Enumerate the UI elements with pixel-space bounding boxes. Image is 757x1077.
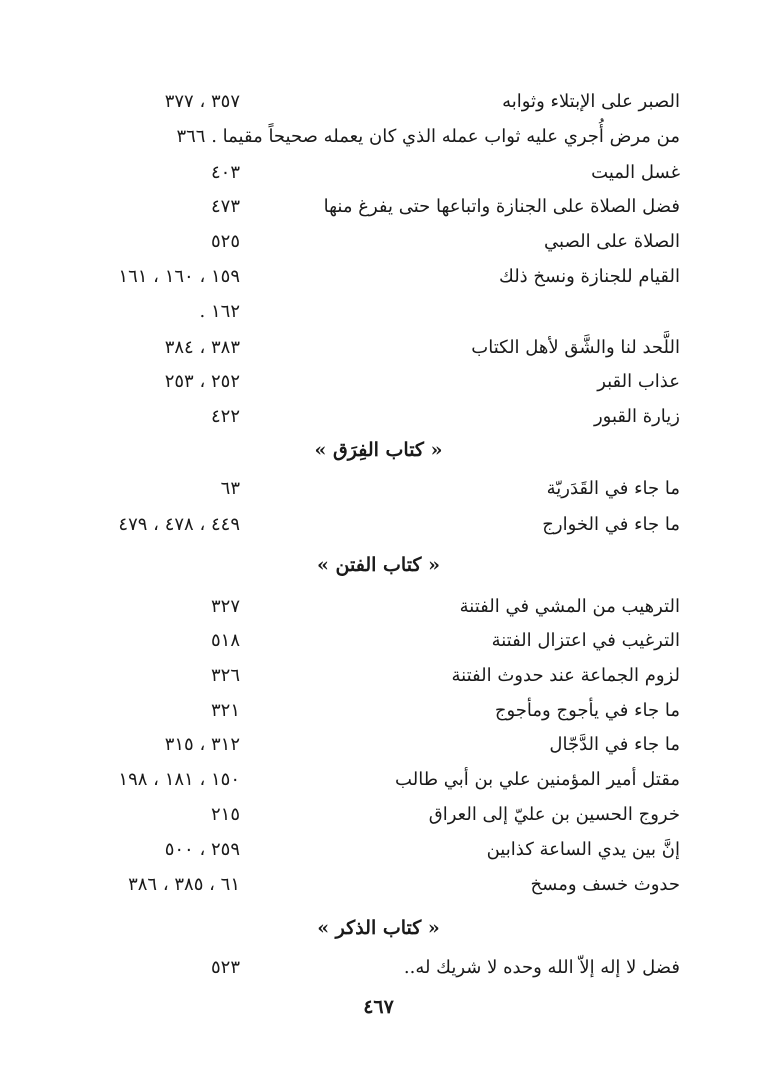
entry-pages: ١٥٠ ، ١٨١ ، ١٩٨ bbox=[118, 769, 240, 790]
entry-pages: ٣٨٣ ، ٣٨٤ bbox=[164, 337, 240, 358]
entry-topic: فضل لا إله إلاّ الله وحده لا شريك له.. bbox=[403, 957, 680, 978]
entry-topic: الصبر على الإبتلاء وثوابه bbox=[502, 91, 680, 112]
index-entry bbox=[60, 189, 680, 225]
entry-pages: ٢١٥ bbox=[210, 804, 240, 825]
entry-topic: ما جاء في الدَّجّال bbox=[549, 734, 680, 755]
index-entry bbox=[60, 84, 680, 120]
page-number: ٤٦٧ bbox=[363, 996, 394, 1018]
section-heading: « كتاب الفِرَق » bbox=[314, 439, 443, 461]
entry-pages: ٦١ ، ٣٨٥ ، ٣٨٦ bbox=[128, 874, 240, 895]
index-entry bbox=[60, 623, 680, 659]
index-entry bbox=[60, 364, 680, 400]
entry-topic: خروج الحسين بن عليّ إلى العراق bbox=[428, 804, 680, 825]
index-entry bbox=[60, 658, 680, 694]
entry-topic: مقتل أمير المؤمنين علي بن أبي طالب bbox=[395, 769, 680, 790]
entry-pages: ٣٢٧ bbox=[210, 596, 240, 617]
entry-topic: ما جاء في الخوارج bbox=[542, 514, 680, 535]
entry-pages: ٣٢١ bbox=[210, 700, 240, 721]
index-entry bbox=[60, 832, 680, 868]
entry-topic: زيارة القبور bbox=[593, 406, 680, 427]
index-entry-continuation bbox=[60, 294, 680, 330]
entry-pages: ٣٢٦ bbox=[210, 665, 240, 686]
entry-pages: ٤٤٩ ، ٤٧٨ ، ٤٧٩ bbox=[118, 514, 240, 535]
entry-pages: ٥١٨ bbox=[210, 630, 240, 651]
index-entry bbox=[60, 507, 680, 543]
index-entry bbox=[60, 797, 680, 833]
entry-topic: الترهيب من المشي في الفتنة bbox=[459, 596, 680, 617]
entry-pages: ٤٧٣ bbox=[210, 196, 240, 217]
entry-pages: ١٦٢ . bbox=[199, 301, 240, 322]
section-heading: « كتاب الذكر » bbox=[317, 917, 440, 939]
index-entry bbox=[60, 119, 680, 155]
entry-topic: اللَّحد لنا والشَّق لأهل الكتاب bbox=[471, 337, 680, 358]
index-entry bbox=[60, 399, 680, 435]
entry-topic: الترغيب في اعتزال الفتنة bbox=[491, 630, 680, 651]
entry-pages: ٦٣ bbox=[220, 478, 240, 499]
entry-pages: ٣٥٧ ، ٣٧٧ bbox=[164, 91, 240, 112]
index-entry bbox=[60, 589, 680, 625]
entry-topic: حدوث خسف ومسخ bbox=[530, 874, 680, 895]
entry-topic: الصلاة على الصبي bbox=[544, 231, 680, 252]
entry-pages: ٤٢٢ bbox=[210, 406, 240, 427]
entry-pages: ١٥٩ ، ١٦٠ ، ١٦١ bbox=[118, 266, 240, 287]
index-entry bbox=[60, 471, 680, 507]
index-entry bbox=[60, 155, 680, 191]
index-entry bbox=[60, 762, 680, 798]
entry-pages: ٣١٢ ، ٣١٥ bbox=[164, 734, 240, 755]
entry-pages: ٥٢٥ bbox=[210, 231, 240, 252]
entry-pages: ٢٥٢ ، ٢٥٣ bbox=[164, 371, 240, 392]
index-entry bbox=[60, 330, 680, 366]
entry-topic: ما جاء في يأجوج ومأجوج bbox=[494, 700, 680, 721]
entry-pages: ٤٠٣ bbox=[210, 162, 240, 183]
entry-topic: فضل الصلاة على الجنازة واتباعها حتى يفرغ منها bbox=[323, 196, 680, 217]
entry-pages: ٢٥٩ ، ٥٠٠ bbox=[164, 839, 240, 860]
index-entry bbox=[60, 867, 680, 903]
entry-topic: القيام للجنازة ونسخ ذلك bbox=[499, 266, 680, 287]
index-entry bbox=[60, 224, 680, 260]
entry-pages: ٥٢٣ bbox=[210, 957, 240, 978]
entry-topic: عذاب القبر bbox=[597, 371, 680, 392]
index-entry bbox=[60, 727, 680, 763]
section-heading: « كتاب الفتن » bbox=[317, 554, 440, 576]
index-entry bbox=[60, 259, 680, 295]
index-entry bbox=[60, 693, 680, 729]
entry-topic: إنَّ بين يدي الساعة كذابين bbox=[486, 839, 680, 860]
entry-topic: ما جاء في القَدَريّة bbox=[546, 478, 680, 499]
index-entry bbox=[60, 950, 680, 986]
entry-topic: من مرض أُجري عليه ثواب عمله الذي كان يعمله صحيحاً مقيما . ٣٦٦ bbox=[176, 126, 680, 147]
entry-topic: لزوم الجماعة عند حدوث الفتنة bbox=[451, 665, 680, 686]
entry-topic: غسل الميت bbox=[591, 162, 680, 183]
